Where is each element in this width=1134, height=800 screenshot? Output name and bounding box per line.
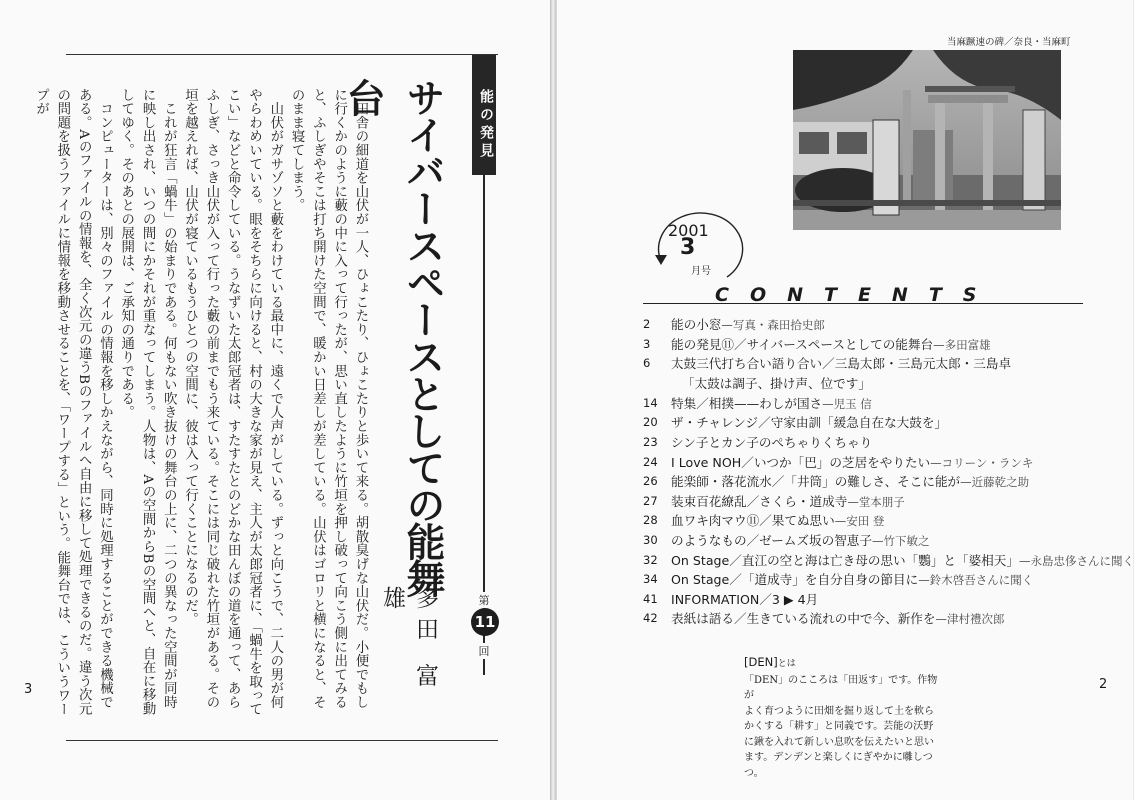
- toc-credit: —コリーン・ランキ: [930, 455, 1034, 470]
- part-number-badge: 11: [471, 608, 499, 636]
- toc-title-text: 「太鼓は調子、掛け声、位です」: [682, 375, 871, 391]
- toc-credit: —安田 登: [834, 514, 885, 529]
- toc-entry: [643, 433, 1083, 453]
- toc-page-number: 41: [643, 591, 658, 606]
- toc-page-number: 2: [643, 317, 651, 331]
- author-name: 多田 富雄: [379, 586, 438, 695]
- toc-title-text: On Stage／「道成寺」を自分自身の節目に: [671, 572, 919, 588]
- toc-page-number: 23: [643, 434, 658, 449]
- toc-credit: —多田富雄: [933, 337, 991, 352]
- toc-entry: [643, 315, 1083, 335]
- toc-credit: —近藤乾之助: [960, 475, 1030, 490]
- part-suffix: 回: [476, 643, 492, 659]
- toc-title-text: ザ・チャレンジ／守家由訓「緩急自在な大鼓を」: [671, 415, 948, 431]
- issue-year: 2001: [668, 221, 709, 240]
- toc-title: [671, 492, 905, 513]
- toc-credit: —永島忠侈さんに聞く: [1018, 553, 1134, 568]
- issue-month: 3: [680, 235, 696, 260]
- bottom-rule: [66, 740, 498, 741]
- toc-entry: [643, 492, 1083, 512]
- toc-entry: [643, 472, 1083, 492]
- part-prefix: 第: [476, 592, 492, 608]
- toc-page-number: 14: [643, 395, 658, 410]
- toc-credit: —津村禮次郎: [935, 612, 1005, 627]
- article-body: 田舎の細道を山伏が一人、ひょこたり、ひょこたりと歩いて来る。胡散臭げな山伏だ。小便でもしに行くかのように藪の中に入って行ったが、思い直したように竹垣を押し破って向こう側に出てみると、ふしぎやそこは打ち開けた空間で、暖かい日差しが差している。山伏はゴロリと横になると、そのまま寝てしまう。 山伏がガサゾソと藪をわけている最中に、遠くで人声がしている。ずっと向こうで、二人の男が何やらわめいている。眼をそちらに向けると、村の大きな家が見え、主人が太郎冠者に、「蝸牛を取ってこい」などと命令している。うなずいた太郎冠者は、すたすたとのどかな田んぼの道を通って、あらふしぎ、さっき山伏が入って行った藪の前までもう来ている。そこには同じ破れた竹垣がある。その垣を越えれば、山伏が寝ているもうひとつの空間に、彼は入って行くことになるのだ。 これが狂言「蝸牛」の始まりである。何もない吹き抜けの舞台の上に、二つの異なった空間が同時に映し出され、いつの間にかそれが重なってしまう。人物は、Aの空間からBの空間へと、自在に移動してゆく。そのあとの展開は、ご承知の通りである。 コンピューターは、別々のファイルの情報を移しかえながら、同時に処理することができる機械である。Aのファイルの情報を、全く次元の違うBのファイルへ自由に移して処理できるのだ。違う次元の問題を扱うファイルに情報を移動させることを、「ワープする」という。能舞台では、こういうワープが: [33, 88, 368, 717]
- toc-title: [671, 354, 1011, 375]
- right-page: [556, 0, 1133, 800]
- table-of-contents: [643, 315, 1134, 629]
- toc-title: [671, 511, 884, 532]
- den-description: 「DEN」のこころは「田返す」です。作物が よく育つように田畑を掘り返して土を軟ら かくする「耕す」と同義です。芸能の沃野 に鍬を入れて新しい息吹を伝えたいと思い ます。デンデンと楽しくにぎやかに囃しつつ。: [744, 674, 938, 779]
- toc-entry: [643, 453, 1083, 473]
- toc-entry: [643, 609, 1083, 629]
- toc-title-text: のようなもの／ゼームズ坂の智恵子: [671, 532, 872, 548]
- toc-title: [671, 609, 1004, 630]
- toc-title: [671, 315, 825, 336]
- toc-title: [671, 453, 1033, 474]
- toc-title: [671, 335, 991, 356]
- toc-entry: [643, 531, 1083, 551]
- toc-title: [671, 394, 872, 415]
- toc-title-text: 能の発見⑪／サイバースペースとしての能舞台: [671, 336, 934, 352]
- toc-page-number: 28: [643, 513, 658, 528]
- toc-title: [671, 531, 930, 552]
- toc-credit: —写真・森田拾史郎: [721, 318, 825, 332]
- toc-entry: [643, 354, 1083, 374]
- toc-entry: [643, 335, 1083, 355]
- toc-page-number: 32: [643, 552, 658, 567]
- toc-title: [682, 374, 871, 395]
- left-page: [0, 0, 551, 800]
- article-title: サイバースペースとしての能舞台: [340, 78, 445, 596]
- toc-title-text: 特集／相撲——わしが国さ: [671, 395, 823, 411]
- toc-page-number: 3: [643, 336, 651, 351]
- den-label-text: [DEN]: [744, 655, 778, 669]
- top-rule: [66, 54, 498, 55]
- toc-title: [671, 570, 1033, 591]
- toc-title: [671, 433, 872, 454]
- contents-heading: CONTENTS: [715, 284, 998, 306]
- toc-credit: —堂本朋子: [847, 494, 905, 509]
- toc-entry: [643, 394, 1083, 414]
- toc-title-text: On Stage／直江の空と海は亡き母の思い「鸚」と「婆相天」: [671, 552, 1019, 568]
- toc-title-text: 太鼓三代打ち合い語り合い／三島太郎・三島元太郎・三島卓: [671, 356, 1012, 372]
- page-number-left: 3: [24, 682, 33, 697]
- toc-title-text: 表紙は語る／生きている流れの中で今、新作を: [671, 611, 936, 627]
- den-label: [744, 655, 944, 673]
- toc-title-text: I Love NOH／いつか「巴」の芝居をやりたい: [671, 454, 931, 470]
- toc-title: [671, 551, 1134, 572]
- toc-page-number: 20: [643, 415, 658, 430]
- photo-caption: 当麻蹶速の碑／奈良・当麻町: [947, 37, 1071, 48]
- toc-entry: [643, 570, 1083, 590]
- toc-title: [671, 590, 818, 611]
- toc-credit: —鈴木啓吾さんに聞く: [918, 573, 1034, 588]
- toc-credit: —竹下敏之: [872, 533, 930, 548]
- toc-entry: [643, 413, 1083, 433]
- toc-page-number: 27: [643, 493, 658, 508]
- toc-page-number: 24: [643, 454, 658, 469]
- toc-entry: [643, 511, 1083, 531]
- contents-rule: [643, 303, 1083, 304]
- den-info-box: [744, 655, 944, 781]
- monument-photo: [793, 50, 1061, 230]
- toc-title-text: 装束百花繚乱／さくら・道成寺: [671, 493, 848, 509]
- toc-entry: [643, 551, 1134, 571]
- toc-entry: [643, 374, 1083, 394]
- toc-page-number: 42: [643, 611, 658, 626]
- toc-title: [671, 413, 947, 434]
- issue-suffix: 月号: [691, 266, 711, 277]
- den-label-suffix: とは: [777, 659, 796, 669]
- toc-title-text: 能楽師・落花流水／「井筒」の難しさ、そこに能が: [671, 474, 961, 490]
- toc-credit: —児玉 信: [822, 396, 872, 411]
- page-number-right: 2: [1099, 677, 1108, 692]
- toc-page-number: 6: [643, 356, 651, 371]
- series-label: 能の発見: [472, 55, 496, 175]
- toc-title-text: 血ワキ肉マウ⑪／果てぬ思い: [671, 513, 835, 529]
- toc-title-text: 能の小窓: [671, 317, 722, 332]
- toc-title-text: シン子とカン子のぺちゃりくちゃり: [671, 434, 873, 450]
- toc-page-number: 34: [643, 572, 658, 587]
- toc-page-number: 30: [643, 532, 658, 547]
- toc-title: [671, 472, 1029, 493]
- toc-title-text: INFORMATION／3 ▶ 4月: [671, 591, 819, 607]
- toc-page-number: 26: [643, 474, 658, 489]
- toc-entry: [643, 590, 1083, 610]
